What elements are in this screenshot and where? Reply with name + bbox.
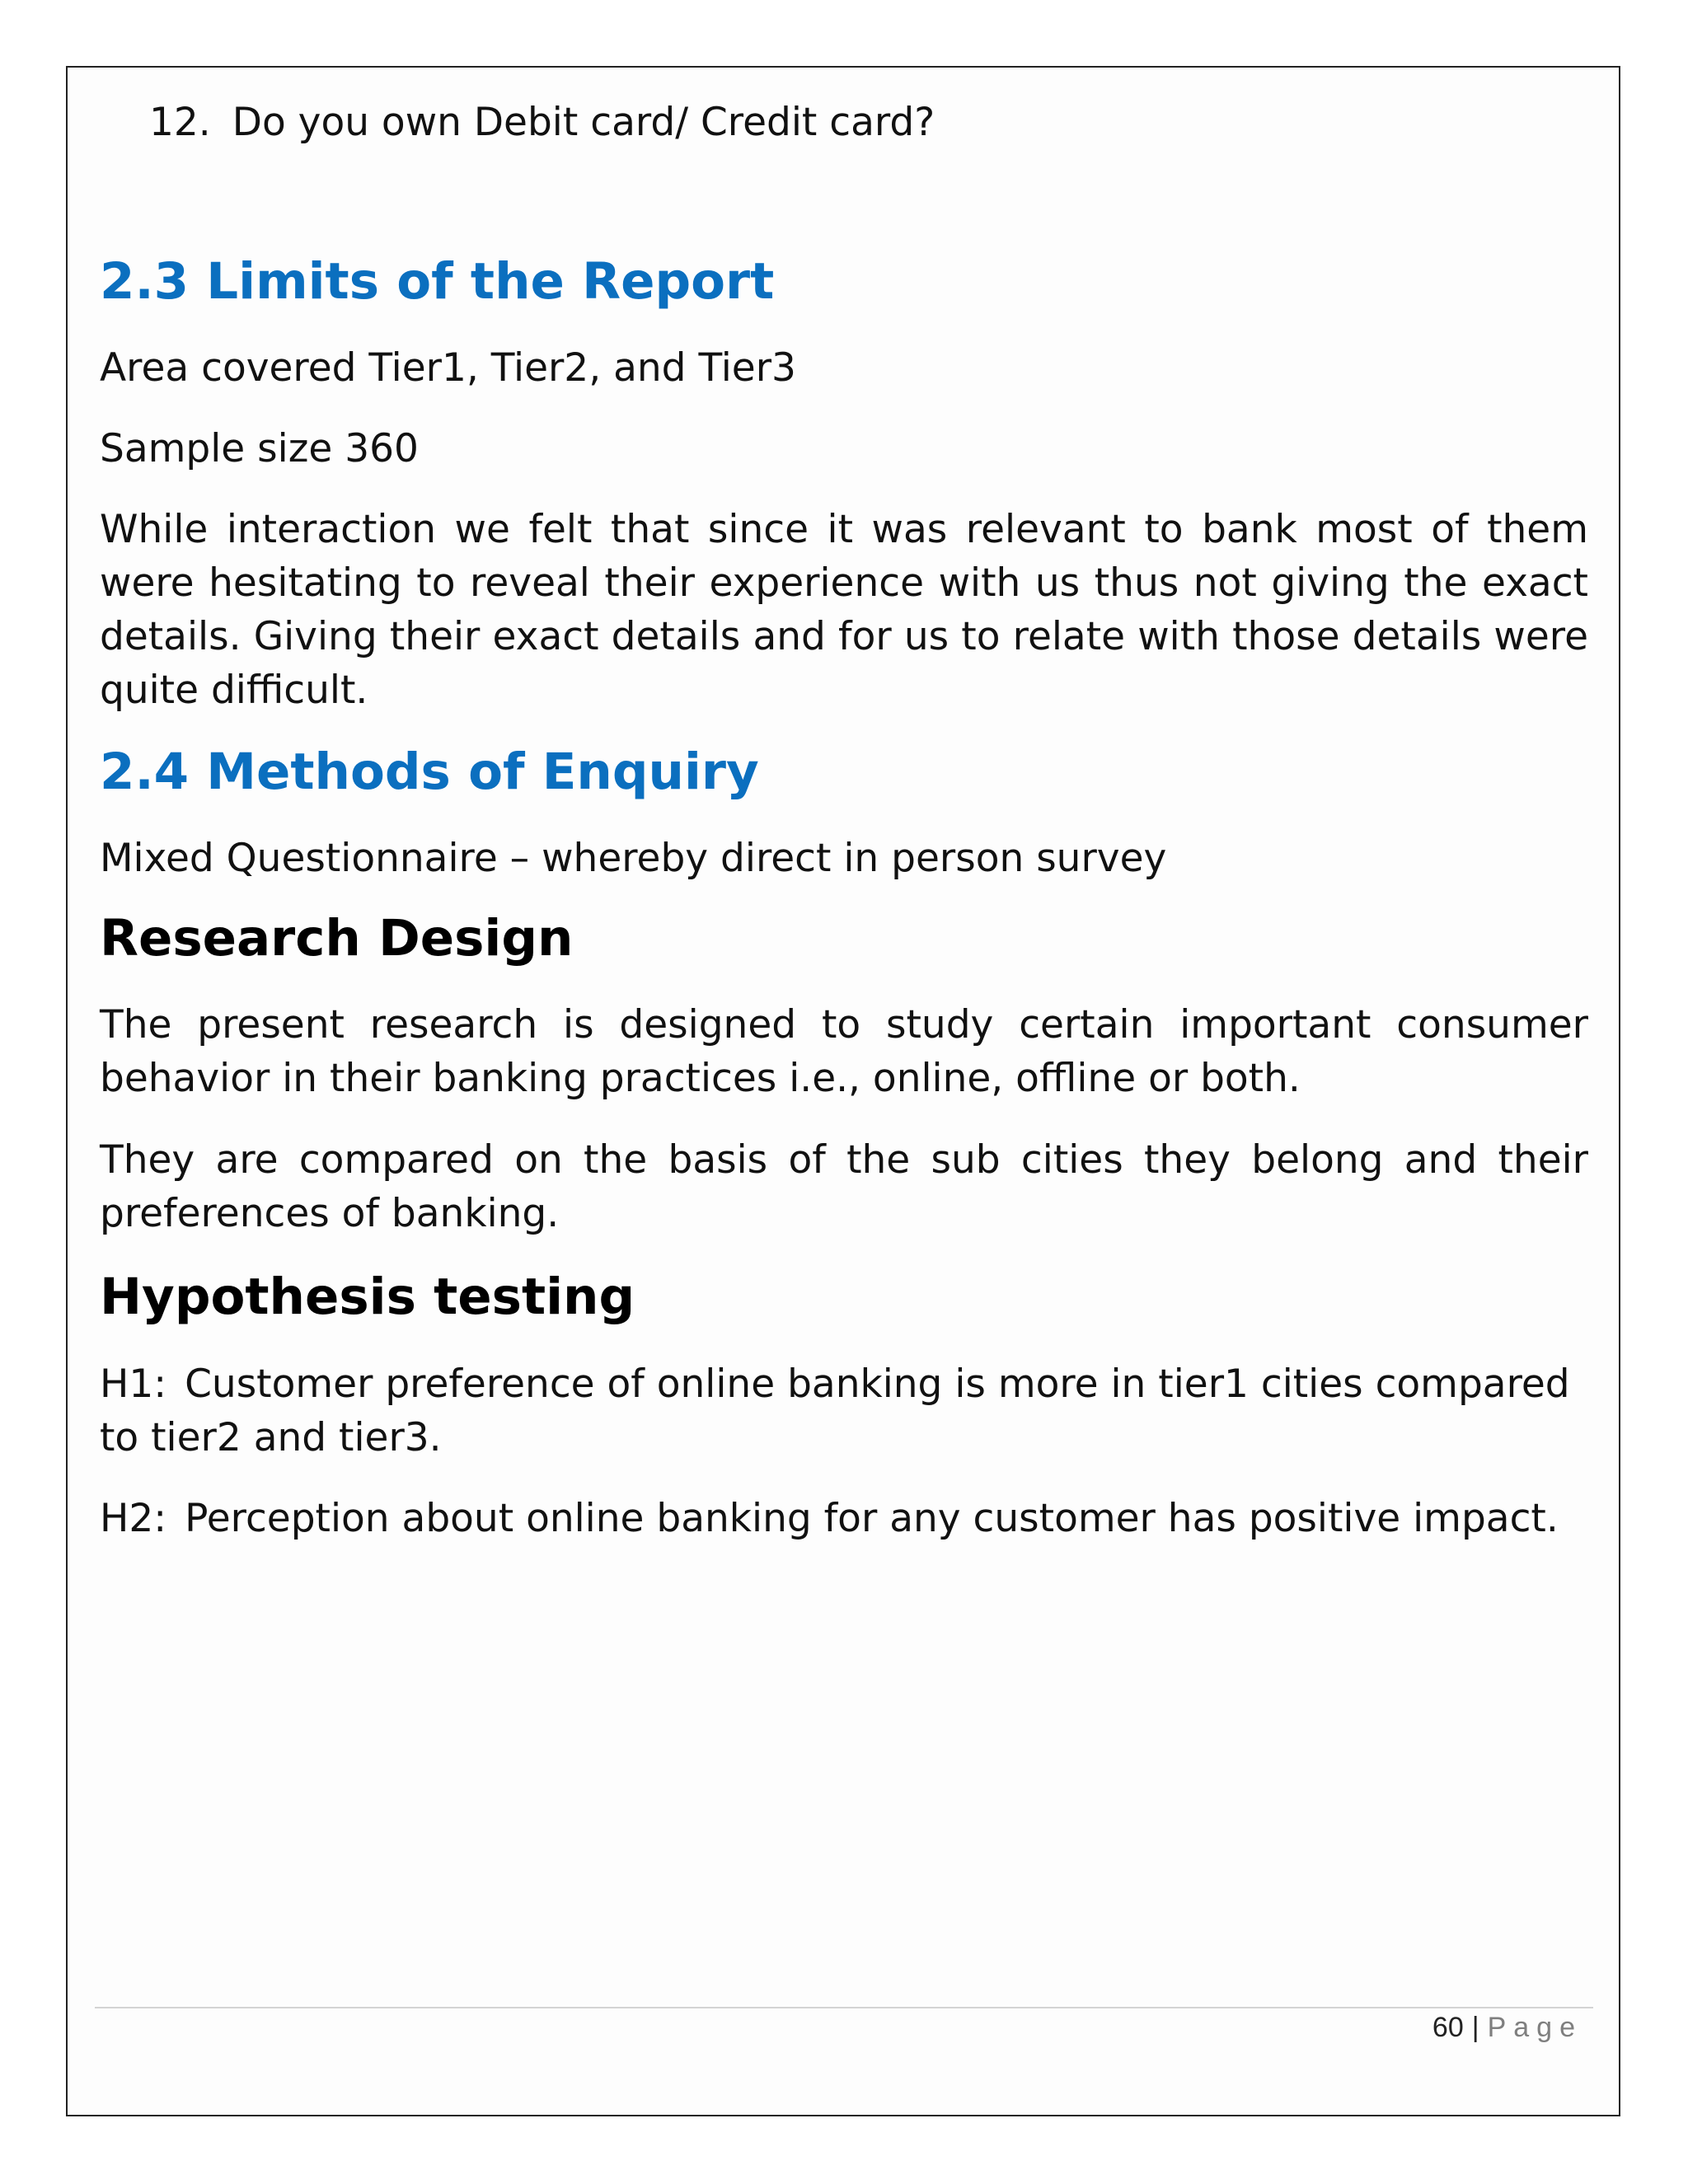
document-content (100, 74, 1588, 1545)
heading-research-design: Research Design (100, 909, 574, 968)
hypothesis-label: H1: (100, 1361, 167, 1407)
hypothesis-h1 (100, 1357, 1588, 1465)
footer-separator: | (1471, 2012, 1479, 2043)
page-label: Page (1487, 2012, 1582, 2043)
hypothesis-label: H2: (100, 1495, 167, 1541)
hypothesis-text: Customer preference of online banking is more in tier1 cities compared to tier2 and tier3. (100, 1361, 1570, 1460)
limits-body-paragraph: While interaction we felt that since it was relevant to bank most of them were hesitating to reveal their experience with us thus not giving the exact details. Giving their exact details and for us to relate with those details were quite difficult. (100, 506, 1588, 713)
area-covered-text: Area covered Tier1, Tier2, and Tier3 (100, 344, 796, 391)
heading-hypothesis-testing: Hypothesis testing (100, 1268, 635, 1327)
sample-size-text: Sample size 360 (100, 425, 419, 471)
list-item-text: Do you own Debit card/ Credit card? (232, 100, 935, 145)
list-item-number: 12. (149, 100, 211, 145)
hypothesis-h2 (100, 1492, 1588, 1545)
list-item-12 (149, 96, 1588, 150)
page-footer (1432, 2012, 1582, 2044)
footer-divider (95, 2007, 1593, 2008)
section-heading-limits: 2.3 Limits of the Report (100, 251, 775, 311)
hypothesis-text: Perception about online banking for any customer has positive impact. (185, 1495, 1559, 1541)
methods-body-text: Mixed Questionnaire – whereby direct in person survey (100, 836, 1167, 882)
research-design-paragraph-2: They are compared on the basis of the sub cities they belong and their preferences of banking. (100, 1137, 1588, 1237)
section-heading-methods: 2.4 Methods of Enquiry (100, 742, 759, 801)
page-number: 60 (1432, 2012, 1464, 2043)
research-design-paragraph-1: The present research is designed to study certain important consumer behavior in their banking practices i.e., online, offline or both. (100, 1002, 1588, 1102)
